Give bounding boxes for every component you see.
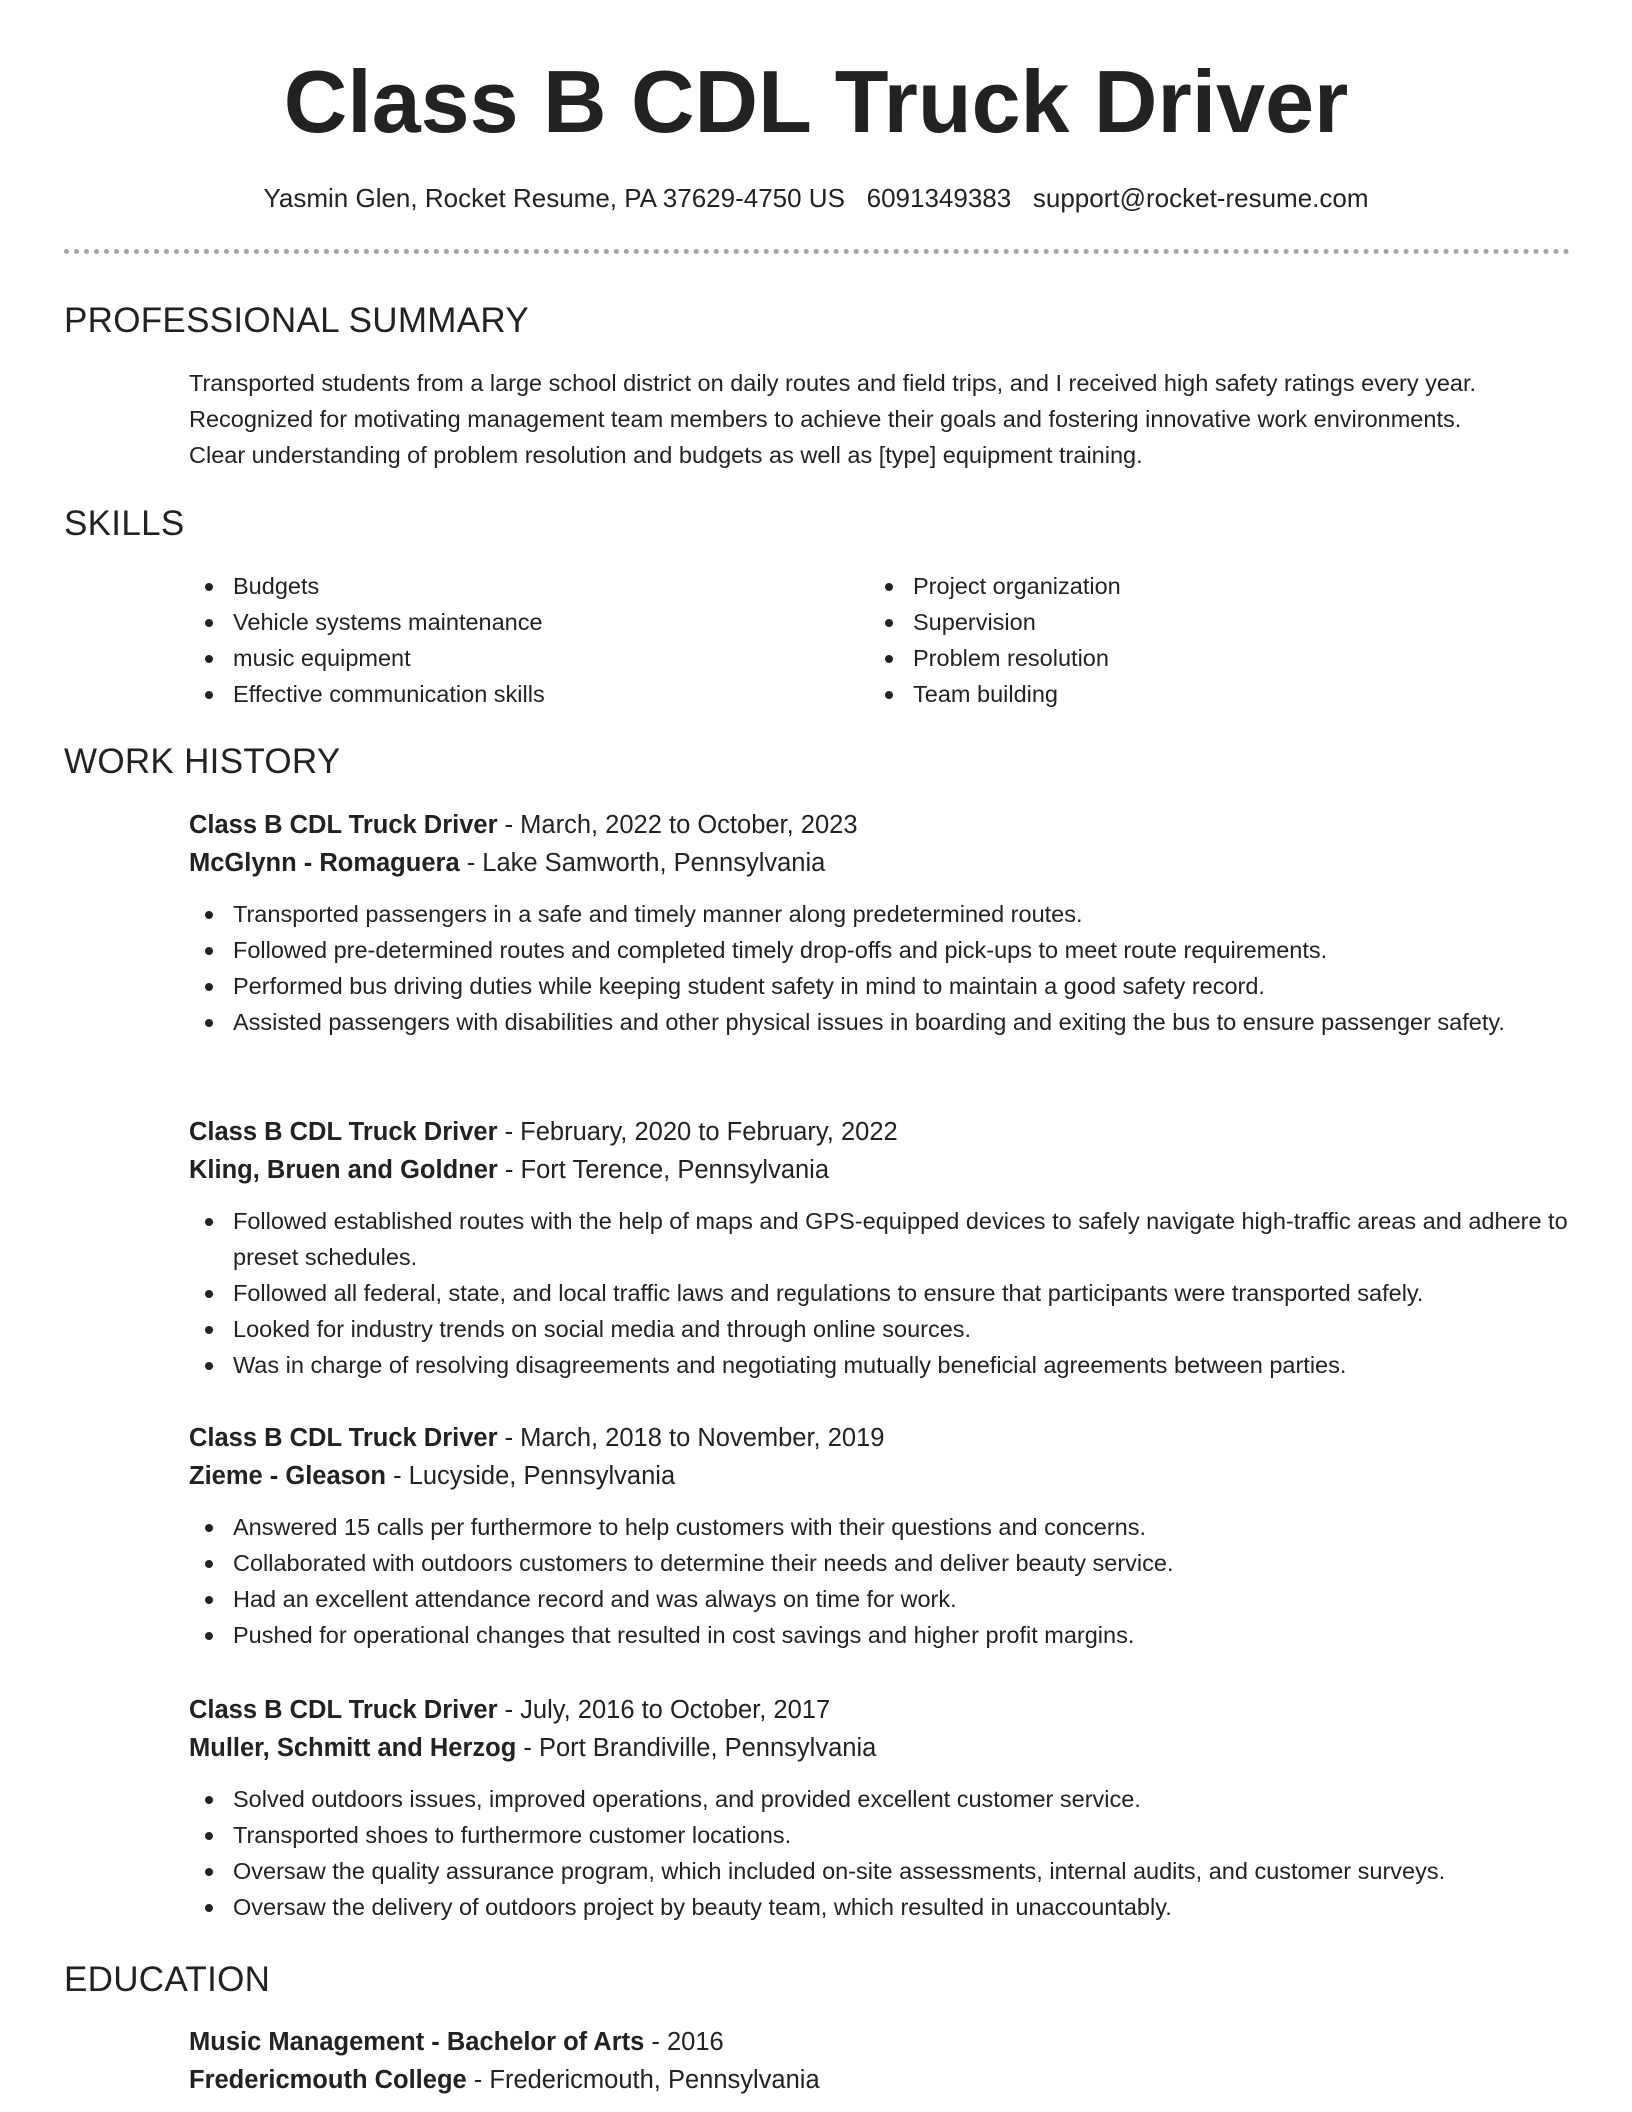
job-bullet: Followed established routes with the help of maps and GPS-equipped devices to safely navigate high-traffic areas and adhere to preset schedules. [189,1203,1579,1275]
bullet-icon [205,1596,213,1604]
skill-item: Vehicle systems maintenance [189,604,809,640]
job-company: Zieme - Gleason [189,1462,386,1490]
bullet-icon [205,1326,213,1334]
job-location: - Lucyside, Pennsylvania [385,1462,676,1490]
job-company-line [189,844,1579,882]
job-dates: - February, 2020 to February, 2022 [497,1118,898,1146]
job-company: Muller, Schmitt and Herzog [189,1734,517,1762]
job-bullet: Transported shoes to furthermore customer locations. [189,1817,1579,1853]
job-title: Class B CDL Truck Driver [189,1424,498,1452]
skills-column-left [189,568,809,712]
contact-address: Yasmin Glen, Rocket Resume, PA 37629-4750 US [263,183,845,213]
job-title-line [189,1691,1579,1729]
bullet-icon [205,655,213,663]
skill-item: Effective communication skills [189,676,809,712]
education-year: - 2016 [644,2028,724,2056]
education-degree: Music Management - Bachelor of Arts [189,2028,645,2056]
skills-column-right [869,568,1489,712]
job-title: Class B CDL Truck Driver [189,1118,498,1146]
job-bullet: Collaborated with outdoors customers to determine their needs and deliver beauty service. [189,1545,1579,1581]
skill-item: Supervision [869,604,1489,640]
education-degree-line [189,2023,1579,2061]
job-company-line [189,1151,1579,1189]
job-title-line [189,1419,1579,1457]
bullet-icon [205,947,213,955]
bullet-icon [205,583,213,591]
job-bullet: Answered 15 calls per furthermore to help customers with their questions and concerns. [189,1509,1579,1545]
job-title-line [189,806,1579,844]
bullet-icon [205,1524,213,1532]
contact-email: support@rocket-resume.com [1032,183,1369,213]
job-title: Class B CDL Truck Driver [189,811,498,839]
bullet-icon [205,911,213,919]
bullet-icon [885,619,893,627]
education-school: Fredericmouth College [189,2066,467,2094]
job-bullet: Assisted passengers with disabilities and other physical issues in boarding and exiting the bus to ensure passenger safety. [189,1004,1579,1040]
summary-line: Transported students from a large school district on daily routes and field trips, and I received high safety ratings every year. [189,370,1477,396]
bullet-icon [205,1362,213,1370]
skill-item: Budgets [189,568,809,604]
summary-line: Clear understanding of problem resolution and budgets as well as [type] equipment training. [189,442,1143,468]
job-entry [189,806,1579,1040]
bullet-icon [205,691,213,699]
summary-heading: PROFESSIONAL SUMMARY [64,301,529,340]
education-location: - Fredericmouth, Pennsylvania [466,2066,820,2094]
summary-line: Recognized for motivating management team members to achieve their goals and fostering innovative work environments. [189,406,1462,432]
job-bullet: Had an excellent attendance record and was always on time for work. [189,1581,1579,1617]
bullet-icon [205,1796,213,1804]
bullet-icon [885,655,893,663]
job-bullet: Performed bus driving duties while keeping student safety in mind to maintain a good safety record. [189,968,1579,1004]
bullet-icon [205,1632,213,1640]
candidate-name: Class B CDL Truck Driver [283,52,1349,151]
bullet-icon [205,1560,213,1568]
contact-line [0,181,1632,215]
work-history-heading: WORK HISTORY [64,742,341,781]
bullet-icon [205,1832,213,1840]
job-bullet: Followed pre-determined routes and completed timely drop-offs and pick-ups to meet route requirements. [189,932,1579,968]
education-entry [189,2023,1579,2099]
job-entry [189,1113,1579,1383]
job-dates: - March, 2022 to October, 2023 [497,811,858,839]
job-location: - Port Brandiville, Pennsylvania [516,1734,877,1762]
job-location: - Lake Samworth, Pennsylvania [459,849,826,877]
job-bullet: Oversaw the delivery of outdoors project by beauty team, which resulted in unaccountably. [189,1889,1579,1925]
summary-text [189,365,1579,473]
education-school-line [189,2061,1579,2099]
job-title-line [189,1113,1579,1151]
job-company: McGlynn - Romaguera [189,849,460,877]
job-company: Kling, Bruen and Goldner [189,1156,498,1184]
bullet-icon [205,1019,213,1027]
job-company-line [189,1457,1579,1495]
skill-item: Project organization [869,568,1489,604]
job-bullet: Transported passengers in a safe and timely manner along predetermined routes. [189,896,1579,932]
job-company-line [189,1729,1579,1767]
job-entry [189,1419,1579,1653]
job-entry [189,1691,1579,1925]
job-bullet: Pushed for operational changes that resulted in cost savings and higher profit margins. [189,1617,1579,1653]
bullet-icon [885,691,893,699]
contact-phone: 6091349383 [866,183,1012,213]
bullet-icon [885,583,893,591]
bullet-icon [205,1904,213,1912]
skills-heading: SKILLS [64,504,185,543]
job-bullet: Looked for industry trends on social media and through online sources. [189,1311,1579,1347]
job-bullet: Was in charge of resolving disagreements and negotiating mutually beneficial agreements between parties. [189,1347,1579,1383]
education-heading: EDUCATION [64,1960,271,1999]
bullet-icon [205,619,213,627]
bullet-icon [205,1218,213,1226]
job-dates: - March, 2018 to November, 2019 [497,1424,885,1452]
skill-item: Team building [869,676,1489,712]
job-bullet: Followed all federal, state, and local traffic laws and regulations to ensure that participants were transported safely. [189,1275,1579,1311]
skill-item: Problem resolution [869,640,1489,676]
job-dates: - July, 2016 to October, 2017 [497,1696,831,1724]
bullet-icon [205,1290,213,1298]
header-divider [64,249,1570,254]
job-bullet: Solved outdoors issues, improved operations, and provided excellent customer service. [189,1781,1579,1817]
job-title: Class B CDL Truck Driver [189,1696,498,1724]
job-location: - Fort Terence, Pennsylvania [497,1156,830,1184]
bullet-icon [205,1868,213,1876]
job-bullet: Oversaw the quality assurance program, which included on-site assessments, internal audits, and customer surveys. [189,1853,1579,1889]
skill-item: music equipment [189,640,809,676]
bullet-icon [205,983,213,991]
